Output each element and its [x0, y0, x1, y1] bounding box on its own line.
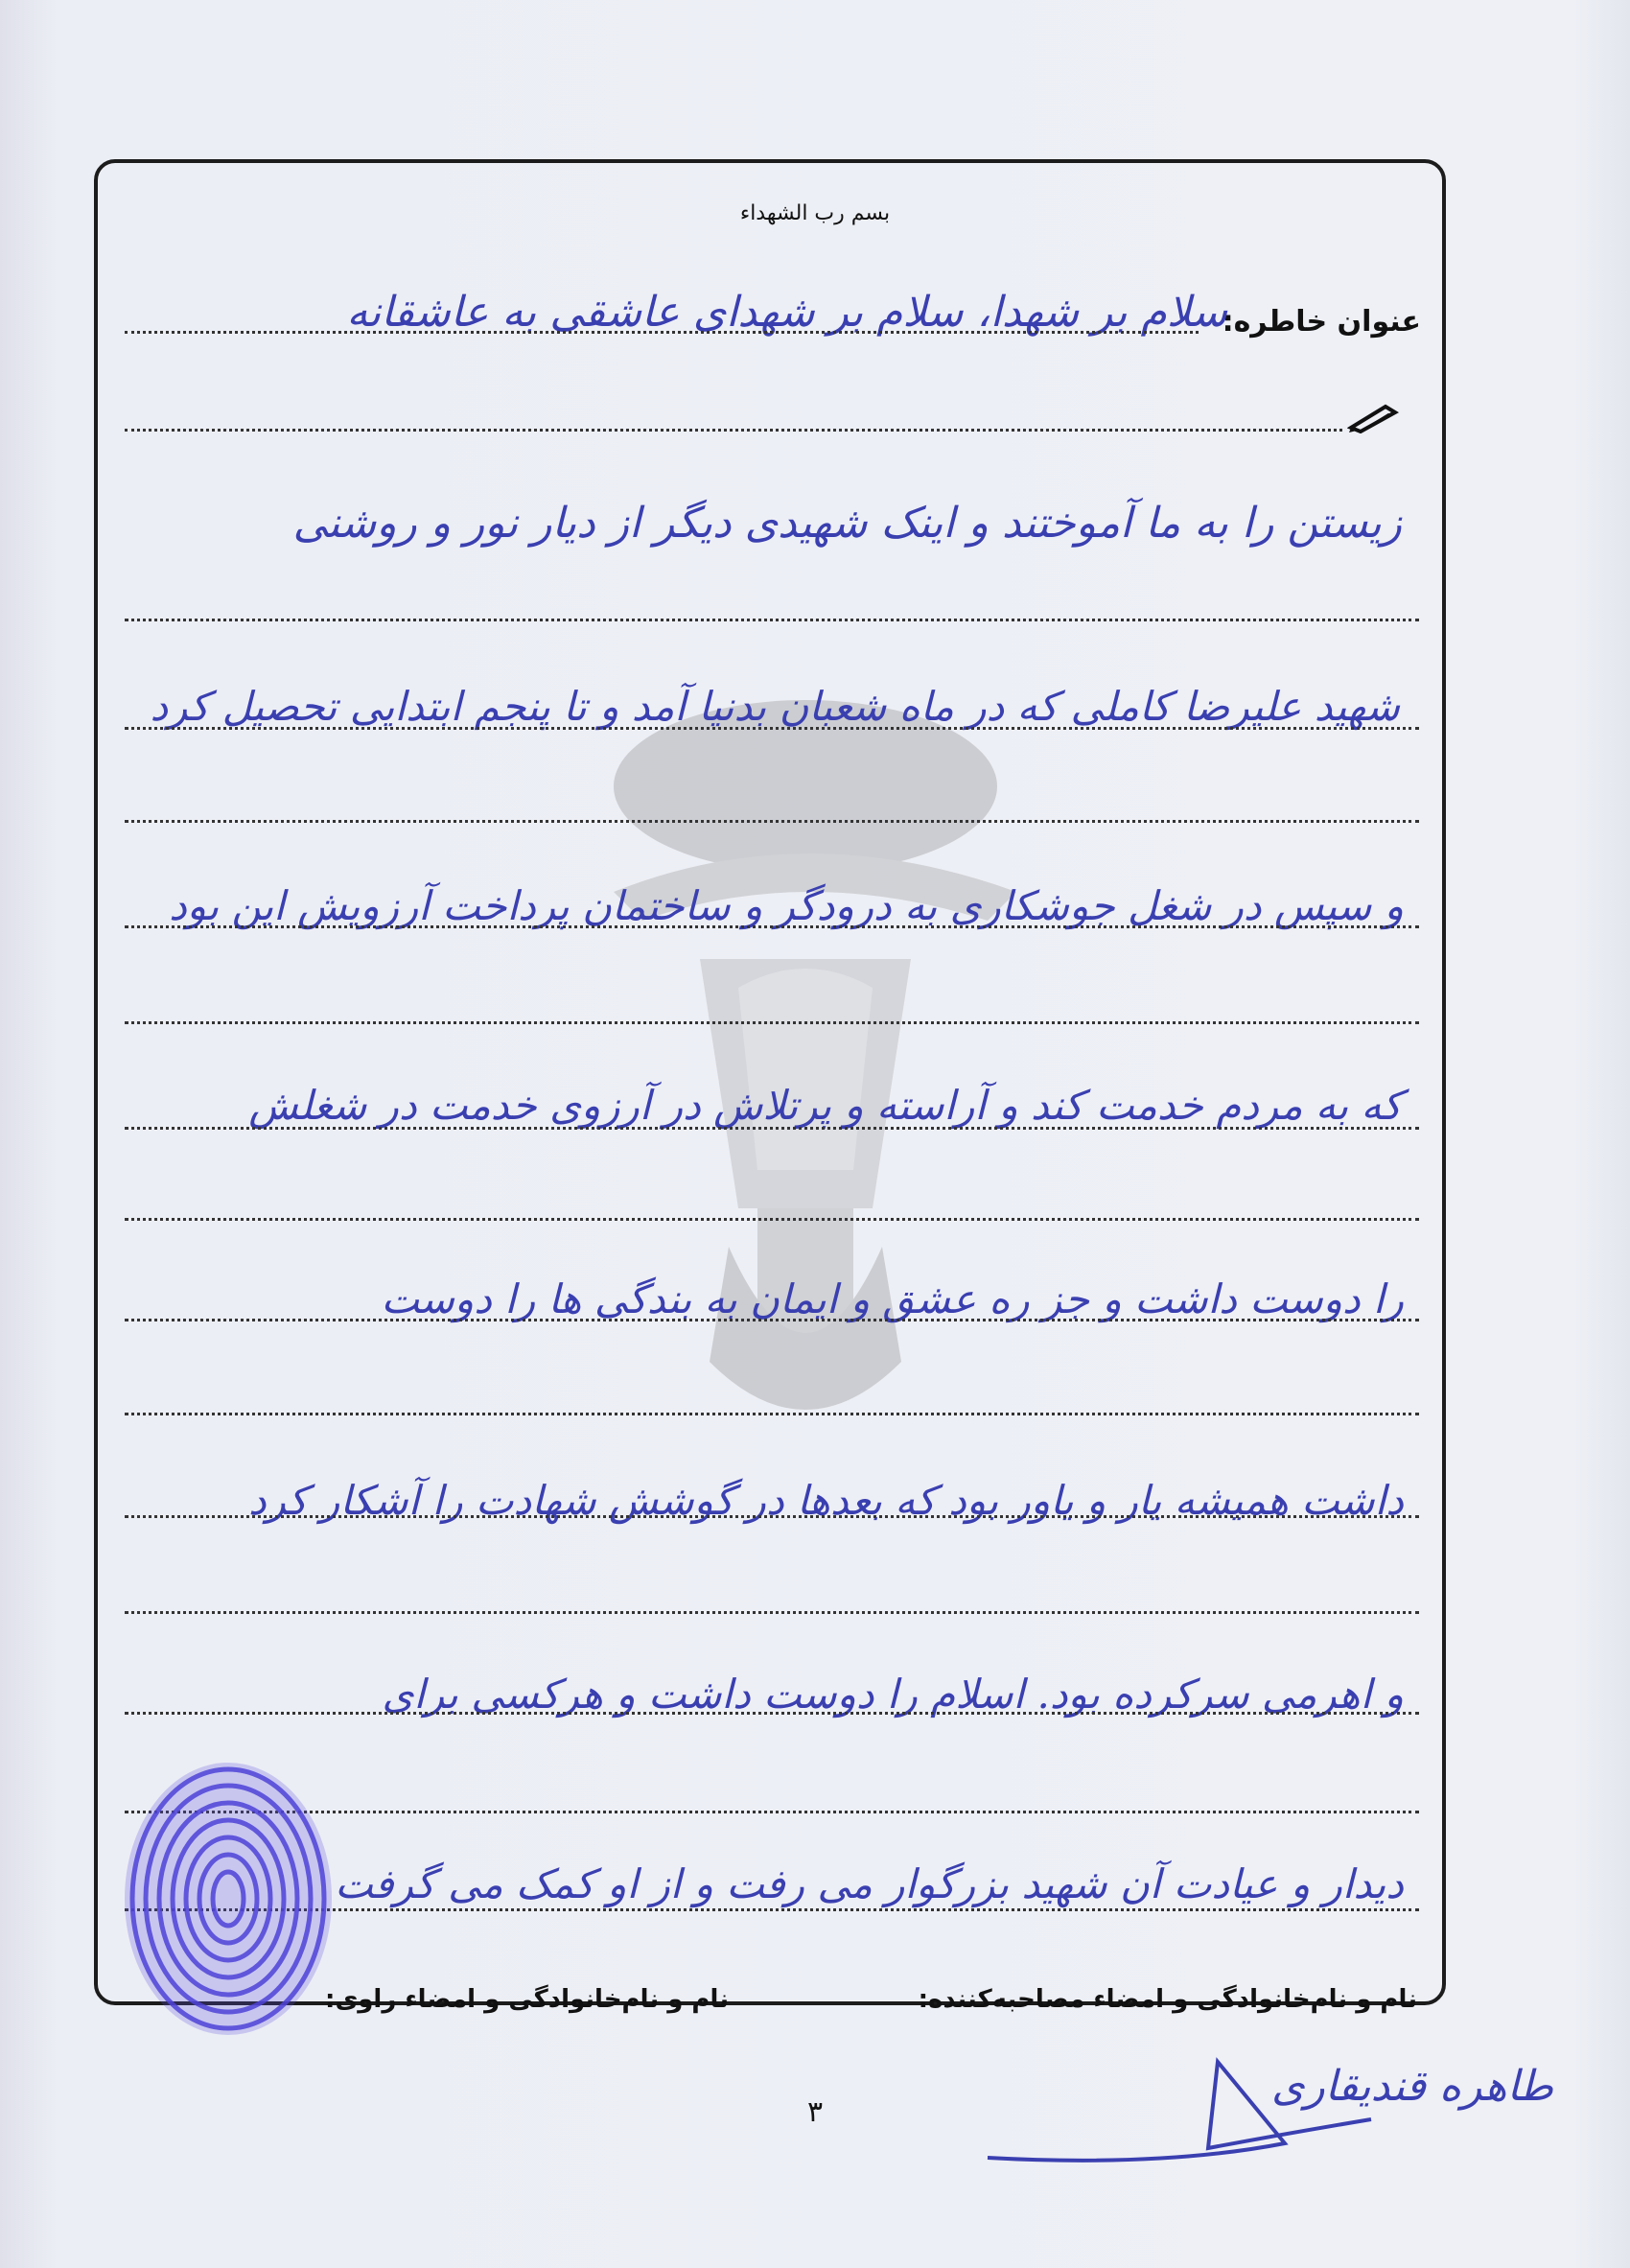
dotted-line-2	[125, 727, 1419, 730]
header-invocation: بسم رب الشهداء	[739, 201, 891, 225]
memory-line-3: و سپس در شغل جوشکاری به درودگر و ساختمان پرداخت آرزویش این بود	[169, 882, 1404, 929]
signature-name: طاهره قندیقاری	[1271, 2062, 1553, 2111]
memory-line-2: شهید علیرضا کاملی که در ماه شعبان بدنیا آمد و تا پنجم ابتدایی تحصیل کرد	[150, 683, 1400, 730]
memory-line-8: دیدار و عیادت آن شهید بزرگوار می رفت و از او کمک می گرفت	[335, 1860, 1404, 1907]
dotted-line-8	[125, 1319, 1419, 1321]
memory-title-label: عنوان خاطره:	[1222, 305, 1421, 339]
dotted-line-11	[125, 1611, 1419, 1614]
memory-line-1: زیستن را به ما آموختند و اینک شهیدی دیگر از دیار نور و روشنی	[292, 499, 1402, 548]
dotted-line-3	[125, 820, 1419, 823]
fingerprint-mark	[115, 1755, 336, 2043]
dotted-line-6	[125, 1127, 1419, 1130]
title-dotted-line	[125, 331, 1199, 334]
memory-line-5: را دوست داشت و جز ره عشق و ایمان به بندگی ها را دوست	[381, 1275, 1404, 1322]
memory-line-7: و اهرمی سرکرده بود. اسلام را دوست داشت و هرکسی برای	[382, 1671, 1404, 1718]
memory-line-6: داشت همیشه یار و یاور بود که بعدها در گوشش شهادت را آشکار کرد	[247, 1477, 1404, 1524]
memory-title-value: سلام بر شهدا، سلام بر شهدای عاشقی به عاشقانه	[346, 288, 1227, 337]
dotted-line-0	[125, 429, 1342, 432]
dotted-line-1	[125, 619, 1419, 621]
dotted-line-9	[125, 1413, 1419, 1415]
dotted-line-4	[125, 925, 1419, 928]
dotted-line-7	[125, 1218, 1419, 1221]
page-number: ۳	[806, 2095, 824, 2129]
pen-writing-icon	[1347, 401, 1401, 433]
dotted-line-12	[125, 1712, 1419, 1715]
memory-line-4: که به مردم خدمت کند و آراسته و پرتلاش در آرزوی خدمت در شغلش	[248, 1082, 1402, 1129]
narrator-signature-label: نام و نام‌خانوادگی و امضاء راوی:	[325, 1985, 729, 2014]
dotted-line-5	[125, 1021, 1419, 1024]
interviewer-signature-label: نام و نام‌خانوادگی و امضاء مصاحبه‌کننده:	[918, 1985, 1417, 2014]
dotted-line-10	[125, 1515, 1419, 1518]
